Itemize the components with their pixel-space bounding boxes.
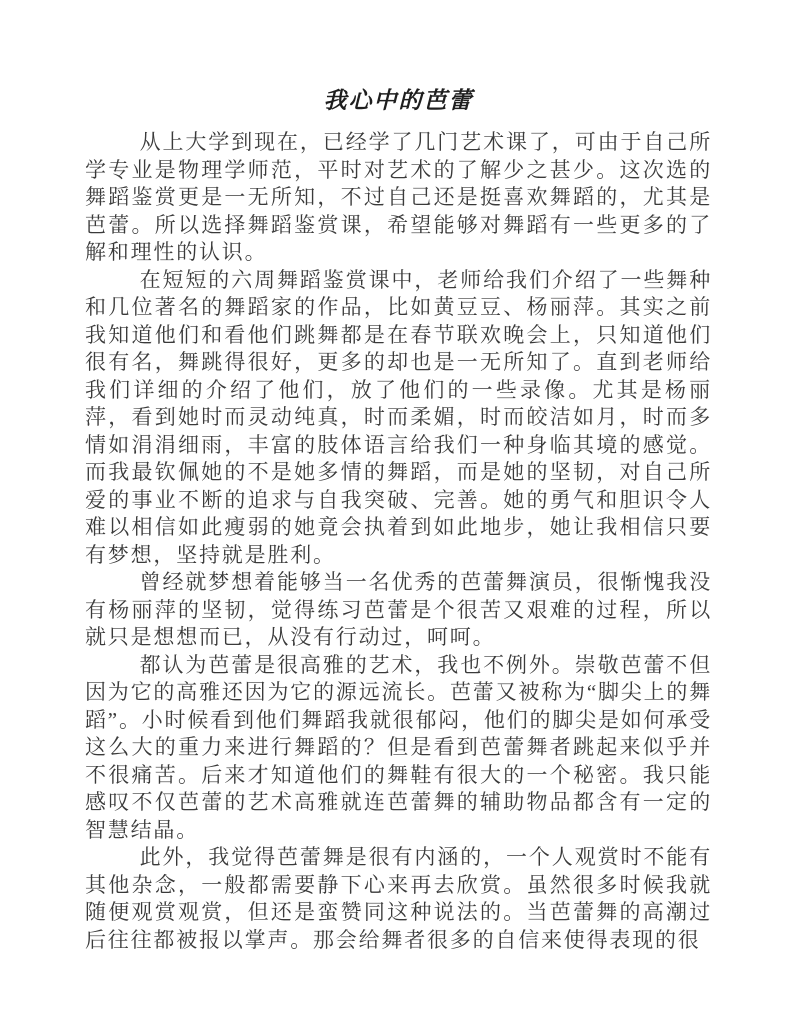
paragraph: 此外，我觉得芭蕾舞是很有内涵的，一个人观赏时不能有其他杂念，一般都需要静下心来再去欣赏。虽然很多时候我就随便观赏观赏，但还是蛮赞同这种说法的。当芭蕾舞的高潮过后往往都被报以掌声。那会给舞者很多的自信来使得表现的很 bbox=[85, 845, 712, 952]
document-content bbox=[85, 86, 712, 954]
paragraph: 在短短的六周舞蹈鉴赏课中，老师给我们介绍了一些舞种和几位著名的舞蹈家的作品，比如黄豆豆、杨丽萍。其实之前我知道他们和看他们跳舞都是在春节联欢晚会上，只知道他们很有名，舞跳得很好，更多的却也是一无所知了。直到老师给我们详细的介绍了他们，放了他们的一些录像。尤其是杨丽萍，看到她时而灵动纯真，时而柔媚，时而皎洁如月，时而多情如涓涓细雨，丰富的肢体语言给我们一种身临其境的感觉。而我最钦佩她的不是她多情的舞蹈，而是她的坚韧，对自己所爱的事业不断的追求与自我突破、完善。她的勇气和胆识令人难以相信如此瘦弱的她竟会执着到如此地步，她让我相信只要有梦想，坚持就是胜利。 bbox=[85, 267, 712, 567]
paragraph: 曾经就梦想着能够当一名优秀的芭蕾舞演员，很惭愧我没有杨丽萍的坚韧，觉得练习芭蕾是个很苦又艰难的过程，所以就只是想想而已，从没有行动过，呵呵。 bbox=[85, 570, 712, 649]
paragraph: 从上大学到现在，已经学了几门艺术课了，可由于自己所学专业是物理学师范，平时对艺术的了解少之甚少。这次选的舞蹈鉴赏更是一无所知，不过自己还是挺喜欢舞蹈的，尤其是芭蕾。所以选择舞蹈鉴赏课，希望能够对舞蹈有一些更多的了解和理性的认识。 bbox=[85, 130, 712, 264]
paragraph: 都认为芭蕾是很高雅的艺术，我也不例外。崇敬芭蕾不但因为它的高雅还因为它的源远流长。芭蕾又被称为“脚尖上的舞蹈”。小时候看到他们舞蹈我就很郁闷，他们的脚尖是如何承受这么大的重力来进行舞蹈的？但是看到芭蕾舞者跳起来似乎并不很痛苦。后来才知道他们的舞鞋有很大的一个秘密。我只能感叹不仅芭蕾的艺术高雅就连芭蕾舞的辅助物品都含有一定的智慧结晶。 bbox=[85, 652, 712, 842]
page-title: 我心中的芭蕾 bbox=[323, 88, 474, 113]
